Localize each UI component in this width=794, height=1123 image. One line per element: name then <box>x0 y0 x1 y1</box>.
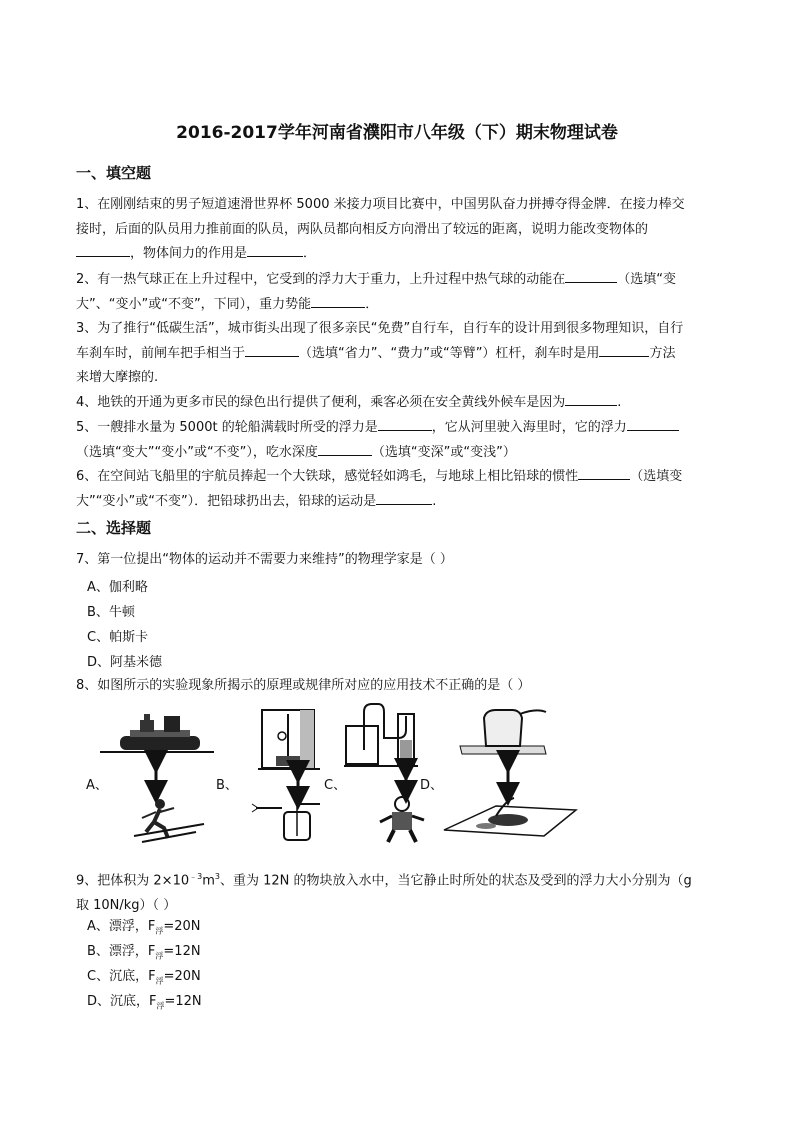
section-fill-heading: 一、填空题 <box>76 164 152 182</box>
q9-line2: 取 10N/kg）（ ） <box>76 897 177 913</box>
answer-blank <box>311 293 365 308</box>
q6-line1: 6、在空间站飞船里的宇航员捧起一个大铁球，感觉轻如鸿毛，与地球上相比铅球的惯性 （选填变 <box>76 465 722 490</box>
answer-blank <box>599 342 649 357</box>
answer-blank <box>76 242 130 257</box>
q7-option-b: B、牛顿 <box>87 605 135 620</box>
q8-label-a: A、 <box>86 778 108 793</box>
q8-label-c: C、 <box>324 778 347 793</box>
q5-line2: （选填“变大”“变小”或“不变”），吃水深度 （选填“变深”或“变浅”） <box>76 441 722 466</box>
q7-option-d: D、阿基米德 <box>87 655 163 670</box>
question-3 <box>76 317 722 391</box>
q8-illustrations <box>76 700 716 845</box>
answer-blank <box>565 391 617 406</box>
diver-icon <box>380 797 424 842</box>
q2-line2: 大”、“变小”或“不变”，下同），重力势能 ． <box>76 293 722 318</box>
answer-blank <box>247 242 303 257</box>
question-8-stem: 8、如图所示的实验现象所揭示的原理或规律所对应的应用技术不正确的是（ ） <box>76 678 531 693</box>
q3-line3: 来增大摩擦的. <box>76 370 159 385</box>
skier-icon <box>134 799 204 842</box>
spray-bottle-icon <box>252 804 320 840</box>
answer-blank <box>378 416 432 431</box>
q1-line1: 1、在刚刚结束的男子短道速滑世界杯 5000 米接力项目比赛中，中国男队奋力拼搏夺得金牌．在接力棒交 <box>76 197 685 212</box>
answer-blank <box>376 490 432 505</box>
q2-line1: 2、有一热气球正在上升过程中，它受到的浮力大于重力，上升过程中热气球的动能在 （选填“变 <box>76 268 722 293</box>
question-7-stem: 7、第一位提出“物体的运动并不需要力来维持”的物理学家是（ ） <box>76 552 453 567</box>
question-4: 4、地铁的开通为更多市民的绿色出行提供了便利，乘客必须在安全黄线外候车是因为 . <box>76 391 722 416</box>
exam-title: 2016-2017学年河南省濮阳市八年级（下）期末物理试卷 <box>176 123 618 143</box>
cup-experiment-icon <box>460 710 546 754</box>
answer-blank <box>578 465 630 480</box>
question-9 <box>76 865 722 918</box>
answer-blank <box>627 416 679 431</box>
answer-blank <box>245 342 299 357</box>
q5-line1: 5、一艘排水量为 5000t 的轮船满载时所受的浮力是 ，它从河里驶入海里时，它的浮力 <box>76 416 722 441</box>
q8-label-b: B、 <box>216 778 238 793</box>
question-1 <box>76 193 722 267</box>
question-2 <box>76 268 722 317</box>
q1-line3: ，物体间力的作用是 ． <box>76 242 722 267</box>
answer-blank <box>565 268 617 283</box>
answer-blank <box>318 441 372 456</box>
q3-line1: 3、为了推行“低碳生活”，城市街头出现了很多亲民“免费”自行车，自行车的设计用到很多物理知识，自行 <box>76 321 684 336</box>
section-choice-heading: 二、选择题 <box>76 519 152 537</box>
q3-line2: 车刹车时，前闸车把手相当于 （选填“省力”、“费力”或“等臂”）杠杆，刹车时是用 方法 <box>76 342 722 367</box>
q9-option-d: D、沉底，$F_浮=12N$ <box>87 994 202 1011</box>
u-tube-experiment-icon <box>344 704 418 766</box>
q1-line2: 接时，后面的队员用力推前面的队员，两队员都向相反方向滑出了较远的距离，说明力能改变物体的 <box>76 221 649 237</box>
q9-option-b: B、漂浮，$F_浮=12N$ <box>87 944 201 961</box>
q6-line2: 大”“变小”或“不变”）．把铅球扔出去，铅球的运动是 . <box>76 490 722 515</box>
q7-option-a: A、伽利略 <box>87 580 148 595</box>
hovercraft-icon <box>444 798 576 836</box>
q8-label-d: D、 <box>420 778 444 793</box>
q7-option-c: C、帕斯卡 <box>87 630 149 645</box>
q9-option-c: C、沉底，$F_浮=20N$ <box>87 969 201 986</box>
pressure-experiment-icon <box>100 714 214 752</box>
q9-line1: 9、把体积为 $2\times 10^{﹣3}m^3$、重为 12N 的物块放入水中，当它静止时所处的状态及受到的浮力大小分别为（g <box>76 872 692 889</box>
tube-experiment-icon <box>258 710 320 769</box>
q9-option-a: A、漂浮，$F_浮=20N$ <box>87 919 201 936</box>
question-6 <box>76 465 722 514</box>
q8-figure <box>76 700 716 845</box>
question-5 <box>76 416 722 465</box>
